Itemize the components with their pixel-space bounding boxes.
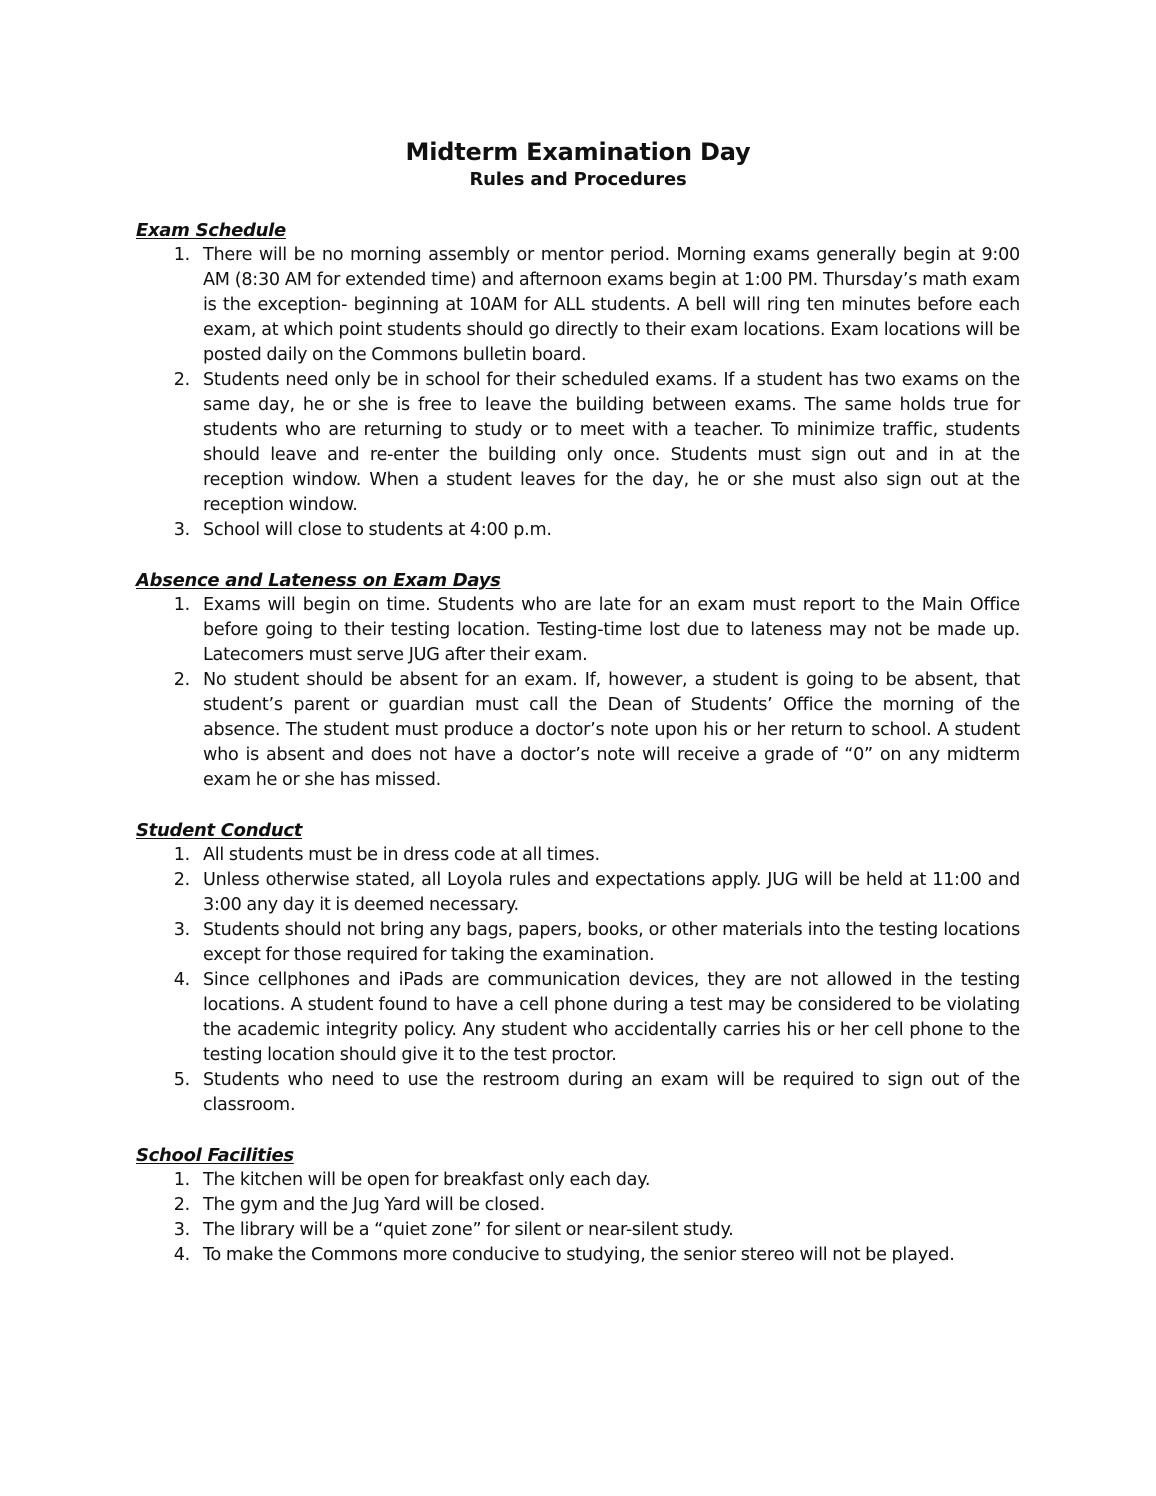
list-item <box>136 843 1020 868</box>
item-text: Students should not bring any bags, papers, books, or other materials into the testing locations except for those required for taking the examination. <box>203 920 1020 965</box>
item-number: 1. <box>173 245 190 265</box>
section-student-conduct <box>136 818 1020 1118</box>
rules-list <box>136 843 1020 1118</box>
item-number: 2. <box>173 370 190 390</box>
item-text: All students must be in dress code at all times. <box>203 845 600 865</box>
item-text: School will close to students at 4:00 p.m. <box>203 520 552 540</box>
list-item <box>136 968 1020 1068</box>
rules-list <box>136 243 1020 543</box>
rules-list <box>136 593 1020 793</box>
section-school-facilities <box>136 1143 1020 1268</box>
item-number: 1. <box>173 595 190 615</box>
item-text: Exams will begin on time. Students who are late for an exam must report to the Main Office before going to their testing location. Testing-time lost due to lateness may not be made up. Latecomers must serve JUG after their exam. <box>203 595 1020 665</box>
item-text: Since cellphones and iPads are communication devices, they are not allowed in the testing locations. A student found to have a cell phone during a test may be considered to be violating the academic integrity policy. Any student who accidentally carries his or her cell phone to the testing location should give it to the test proctor. <box>203 970 1020 1065</box>
list-item <box>136 668 1020 793</box>
item-text: Students who need to use the restroom during an exam will be required to sign out of the classroom. <box>203 1070 1020 1115</box>
item-number: 3. <box>173 520 190 540</box>
item-number: 3. <box>173 920 190 940</box>
list-item <box>136 1218 1020 1243</box>
section-absence-lateness <box>136 568 1020 793</box>
list-item <box>136 593 1020 668</box>
item-text: No student should be absent for an exam. If, however, a student is going to be absent, that student’s parent or guardian must call the Dean of Students’ Office the morning of the absence. The student must produce a doctor’s note upon his or her return to school. A student who is absent and does not have a doctor’s note will receive a grade of “0” on any midterm exam he or she has missed. <box>203 670 1020 790</box>
item-number: 3. <box>173 1220 190 1240</box>
item-number: 2. <box>173 1195 190 1215</box>
list-item <box>136 918 1020 968</box>
section-exam-schedule <box>136 218 1020 543</box>
item-number: 1. <box>173 845 190 865</box>
item-text: Students need only be in school for their scheduled exams. If a student has two exams on the same day, he or she is free to leave the building between exams. The same holds true for students who are returning to study or to meet with a teacher. To minimize traffic, students should leave and re-enter the building only once. Students must sign out and in at the reception window. When a student leaves for the day, he or she must also sign out at the reception window. <box>203 370 1020 515</box>
item-text: There will be no morning assembly or mentor period. Morning exams generally begin at 9:00 AM (8:30 AM for extended time) and afternoon exams begin at 1:00 PM. Thursday’s math exam is the exception- beginning at 10AM for ALL students. A bell will ring ten minutes before each exam, at which point students should go directly to their exam locations. Exam locations will be posted daily on the Commons bulletin board. <box>203 245 1020 365</box>
list-item <box>136 518 1020 543</box>
rules-list <box>136 1168 1020 1268</box>
list-item <box>136 1168 1020 1193</box>
section-heading: Absence and Lateness on Exam Days <box>136 570 501 591</box>
item-text: Unless otherwise stated, all Loyola rules and expectations apply. JUG will be held at 11:00 and 3:00 any day it is deemed necessary. <box>203 870 1020 915</box>
item-number: 4. <box>173 970 190 990</box>
list-item <box>136 1193 1020 1218</box>
document-body <box>136 218 1020 1293</box>
item-number: 5. <box>173 1070 190 1090</box>
list-item <box>136 368 1020 518</box>
item-number: 4. <box>173 1245 190 1265</box>
page-subtitle: Rules and Procedures <box>469 169 687 190</box>
list-item <box>136 243 1020 368</box>
page-title: Midterm Examination Day <box>405 138 751 166</box>
item-number: 2. <box>173 870 190 890</box>
item-text: The library will be a “quiet zone” for silent or near-silent study. <box>203 1220 734 1240</box>
list-item <box>136 1068 1020 1118</box>
item-number: 1. <box>173 1170 190 1190</box>
section-heading: Student Conduct <box>136 820 303 841</box>
section-heading: School Facilities <box>136 1145 294 1166</box>
section-heading: Exam Schedule <box>136 220 286 241</box>
list-item <box>136 868 1020 918</box>
item-number: 2. <box>173 670 190 690</box>
item-text: The gym and the Jug Yard will be closed. <box>203 1195 545 1215</box>
item-text: The kitchen will be open for breakfast only each day. <box>203 1170 651 1190</box>
list-item <box>136 1243 1020 1268</box>
item-text: To make the Commons more conducive to studying, the senior stereo will not be played. <box>203 1245 955 1265</box>
